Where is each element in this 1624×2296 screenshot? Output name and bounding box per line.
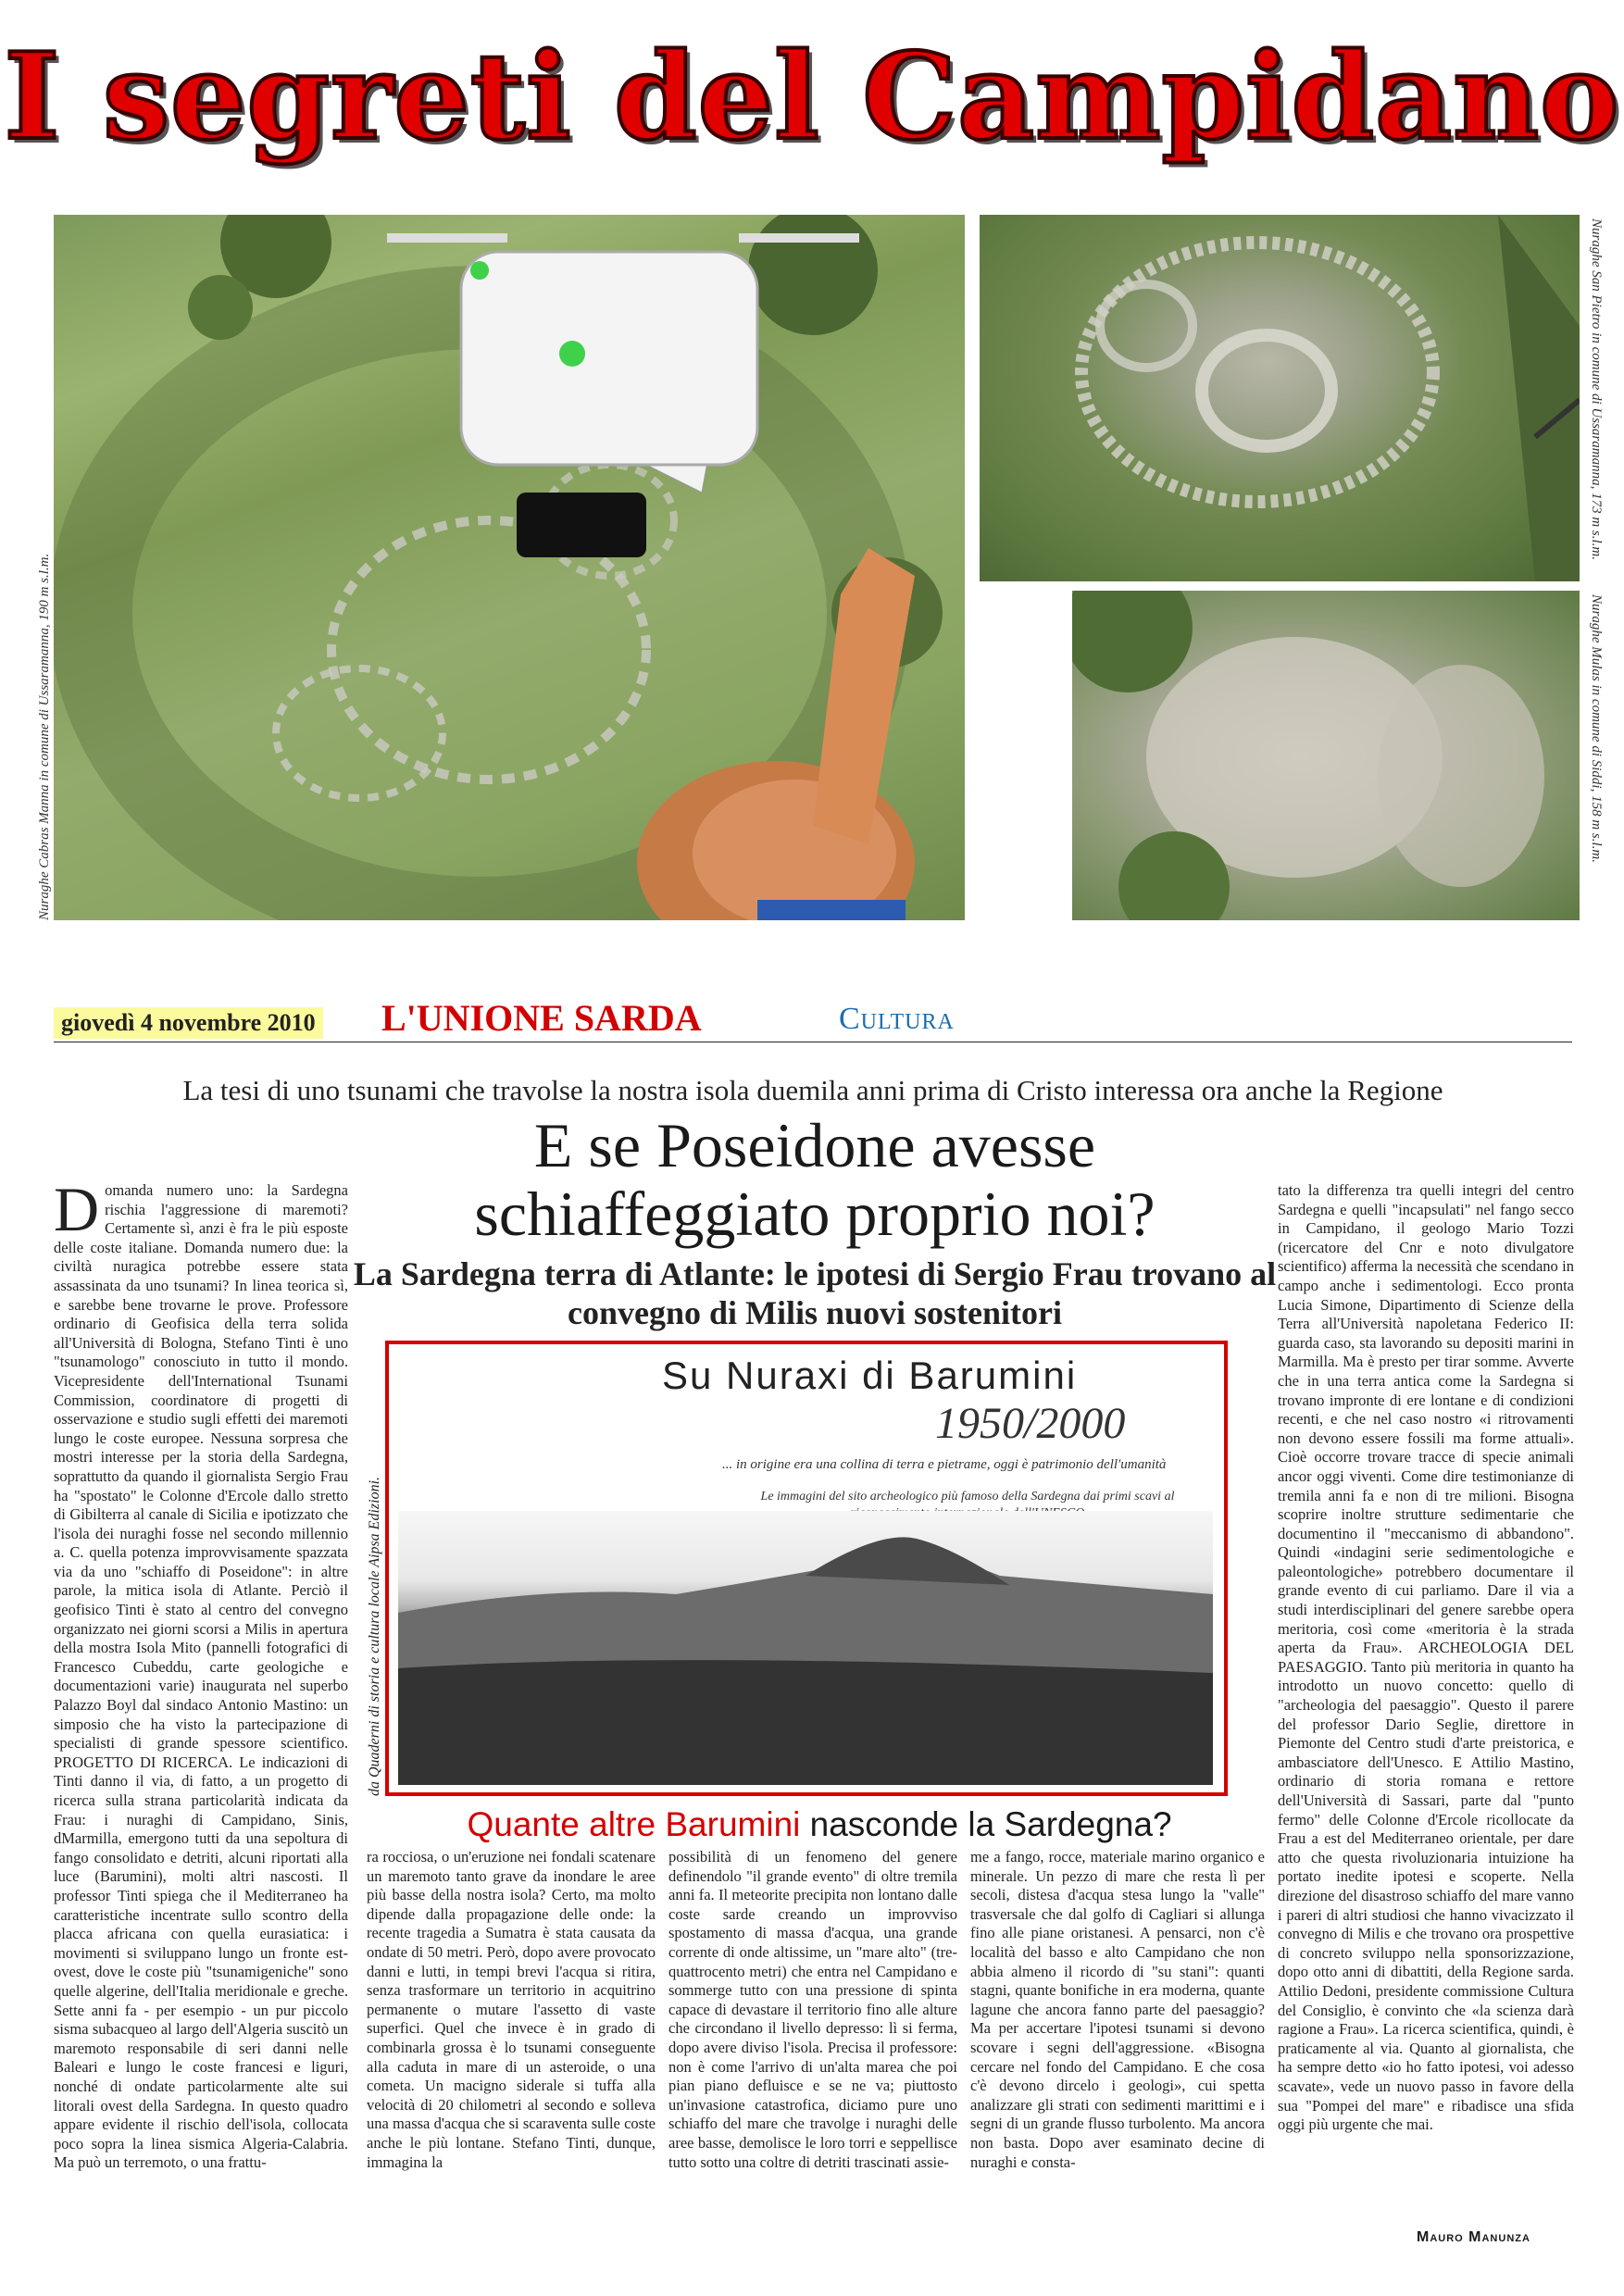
article-column-5: tato la differenza tra quelli integri del centro Sardegna e quelli "incapsulati" nel fango secco in Campidano, il geologo Mario Tozzi (ricercatore del Cnr e noto divulgatore scientifico) afferma la necessità che scendano in campo anche i sedimentologi. Ecco pronta Lucia Simone, Dipartimento di Scienze della Terra all'Università napoletana Federico II: guarda caso, sta lavorando su depositi marini in Marmilla. Ma è presto per tirar somme. Avverte che in una terra antica come la Sardegna si trovano impronte di ere lontane e di condizioni recenti, e che nel caso nostro «i ritrovamenti non devono essere fossili ma forme attuali». Cioè occorre trovare tracce di specie animali ancor oggi viventi. Come dire testimonianze di tremila anni fa e non di tre milioni. Bisogna scoprire inoltre strutture sedimentarie che documentino il "meccanismo di abbandono". Quindi «indagini serie sedimentologiche e paleontologiche» potrebbero documentare il grande evento di cui parliamo. Dare il via a studi interdisciplinari del genere sarebbe opera meritoria, così come «meritoria è la strada aperta da Frau». ARCHEOLOGIA DEL PAESAGGIO. Tanto più meritoria in quanto ha introdotto un nuovo concetto: quello di "archeologia del paesaggio". Questo il parere del professor Dario Seglie, direttore in Piemonte del Centro studi d'arte preistorica, e ambasciatore dell'Unesco. E Attilio Mastino, ordinario di storia romana e rettore dell'Università di Sassari, parte dal "punto fermo" delle Colonne d'Ercole ricollocate da Frau a est del Mediterraneo orientale, per dare atto che questa rivoluzionaria intuizione ha portato inedite ipotesi e scoperte. Nella direzione del disastroso schiaffo del mare vanno i pareri di altri studiosi che hanno vivacizzato il convegno di Milis e che trovano ora prospettive di concreto sviluppo nella sponsorizzazione, dopo otto anni di dibattiti, della Regione sarda. Attilio Dedoni, presidente commissione Cultura del Consiglio, è convinto che «la scienza darà ragione a Frau». La ricerca scientifica, quindi, è praticamente al via. Quanto al giornalista, che ha sempre detto «io ho fatto ipotesi, voi adesso scavate», vede un nuovo passo in favore della sua "Pompei del mare" e ribadisce una sfida oggi più urgente che mai. bbox=[1278, 1181, 1574, 2134]
article-kicker: La tesi di uno tsunami che travolse la nostra isola duemila anni prima di Cristo interessa ora anche la Regione bbox=[182, 1074, 1443, 1106]
photo-caption-bottom-right: Nuraghe Mulas in comune di Siddi, 158 m s.l.m. bbox=[1589, 594, 1604, 863]
pull-quote bbox=[366, 1805, 1273, 1844]
article-headline: E se Poseidone avesse schiaffeggiato proprio noi? bbox=[474, 1110, 1156, 1249]
column-1-text: omanda numero uno: la Sardegna rischia l'aggressione di maremoti? Certamente sì, anzi è fra le più esposte delle coste italiane. Domanda numero due: la civiltà nuragica potrebbe essere stata assassinata da uno tsunami? In linea teorica sì, e sarebbe bene trovarne le prove. Professore ordinario di Geofisica della terra solida all'Università di Bologna, Stefano Tinti è uno "tsunamologo" conosciuto in tutto il mondo. Vicepresidente dell'International Tsunami Commission, coordinatore di progetti di osservazione e studio sugli effetti dei maremoti lungo le coste europee. Nessuna sorpresa che mostri interesse per la storia della Sardegna, soprattutto da quando il giornalista Sergio Frau ha "spostato" le Colonne d'Ercole dallo stretto di Gibilterra al canale di Sicilia e ipotizzato che l'isola dei nuraghi fosse nel secondo millennio a. C. quella potenza improvvisamente spazzata via da uno "schiaffo di Poseidone": in altre parole, la mitica isola di Atlante. Perciò il geofisico Tinti è stato al centro del convegno organizzato nei giorni scorsi a Milis in apertura della mostra Isola Mito (pannelli fotografici di Francesco Cubeddu, carte geologiche e documentazioni varie) inaugurata nel superbo Palazzo Boyl dal sindaco Antonio Mastino: un simposio che ha visto la partecipazione di specialisti di grande spessore scientifico. PROGETTO DI RICERCA. Le indicazioni di Tinti danno il via, di fatto, a un progetto di ricerca sulla strana particolarità indicata da Frau: i nuraghi di Campidano, Sinis, dMarmilla, emergono tutti da una sepoltura di fango consolidato e detriti, alcuni riportati alla luce (Barumini), molti altri nascosti. Il professor Tinti spiega che il Mediterraneo ha caratteristiche incentrate sullo scontro della placca africana con quella eurasiatica: i movimenti si sviluppano lungo un fronte est-ovest, dove le coste più "tsunamigeniche" sono quelle algerine, dell'Italia meridionale e greche. Sette anni fa - per esempio - un pur piccolo sisma subacqueo al largo dell'Algeria suscitò un maremoto responsabile di seri danni nelle Baleari e lungo le coste francesi e liguri, nonché di ondate particolarmente alte sui litorali ovest della Sardegna. In questo quadro appare evidente il rischio dell'isola, collocata poco sopra la linea sismica Algeria-Calabria. Ma può un terremoto, o una frattu- bbox=[54, 1181, 348, 2172]
box-subtitle: ... in origine era una collina di terra e pietrame, oggi è patrimonio dell'umanità bbox=[722, 1457, 1167, 1472]
box-years: 1950/2000 bbox=[935, 1399, 1126, 1448]
article-column-3: possibilità di un fenomeno del genere definendolo "il grande evento" di oltre tremila anni fa. Il meteorite precipita non lontano dalle coste sarde creando un improvviso spostamento di massa d'acqua, una grande corrente di onde altissime, un "mare alto" (tre-quattrocento metri) che entra nel Campidano e sommerge tutto con una pressione di spinta capace di devastare il territorio fino alle alture che circondano il livello depresso: lì si ferma, dopo avere diviso l'isola. Precisa il professore: non è come l'arrivo di un'alta marea che poi pian piano defluisce e se ne va; piuttosto un'invasione catastrofica, diciamo pure uno schiaffo del mare che travolge i nuraghi delle aree basse, demolisce le loro torri e seppellisce tutto sotto una coltre di detriti trascinati assie- bbox=[668, 1848, 957, 2171]
aerial-photo-san-pietro bbox=[980, 215, 1580, 581]
article-column-4: me a fango, rocce, materiale marino organico e minerale. Un pezzo di mare che resta lì per secoli, distesa d'acqua stesa lungo la "valle" trasversale che dal golfo di Cagliari si allunga fino alle piane oristanesi. A pensarci, non c'è località del basso e alto Campidano che non abbia almeno il ricordo di "su stani": quanti stagni, quante bonifiche in era moderna, quante lagune che ancora fanno parte del paesaggio? Ma per accertare l'ipotesi tsunami si devono scovare i segni dell'aggressione. «Bisogna cercare nel fondo del Campidano. E che cosa c'è devono dircelo i geologi», cui spetta analizzare gli strati con sedimenti marittimi e i segni di un grande flusso turbolento. Ma ancora non basta. Dopo aver esaminato decine di nuraghi e consta- bbox=[970, 1848, 1265, 2171]
article-column-2: ra rocciosa, o un'eruzione nei fondali scatenare un maremoto tanto grave da inondare le aree più basse della nostra isola? Certo, ma molto dipende dalla propagazione delle onde: la recente tragedia a Sumatra è stata causata da ondate di 50 metri. Però, dopo avere provocato danni e lutti, in tempi brevi l'acqua si ritira, senza trasformare un territorio in acquitrino permanente o mutare l'assetto di vaste superfici. Quel che invece è in grado di combinarla grossa è lo tsunami conseguente alla caduta in mare di un asteroide, o una cometa. Un macigno siderale si tuffa alla velocità di 20 chilometri al secondo e solleva una massa d'acqua che si scaraventa sulle coste anche le più lontane. Stefano Tinti, dunque, immagina la bbox=[367, 1848, 656, 2171]
drop-cap: D bbox=[54, 1181, 100, 1244]
box-caption: Le immagini del sito archeologico più famoso della Sardegna dai primi scavi al bbox=[760, 1490, 1175, 1504]
photo-caption-top-right: Nuraghe San Pietro in comune di Ussaramanna, 173 m s.l.m. bbox=[1589, 218, 1604, 561]
photo-caption-left: Nuraghe Cabras Manna in comune di Ussaramanna, 190 m s.l.m. bbox=[37, 553, 52, 920]
pull-quote-black: nasconde la Sardegna? bbox=[800, 1805, 1172, 1843]
article-column-1 bbox=[54, 1181, 348, 2240]
aerial-photo-cabras-manna bbox=[54, 215, 965, 920]
newspaper-name: L'UNIONE SARDA bbox=[381, 997, 702, 1039]
box-credit: da Quaderni di storia e cultura locale Aipsa Edizioni. bbox=[367, 1476, 382, 1796]
box-title: Su Nuraxi di Barumini bbox=[662, 1354, 1078, 1397]
barumini-photo bbox=[398, 1511, 1213, 1785]
page-title: I segreti del Campidano bbox=[4, 28, 1620, 167]
section-name: Cultura bbox=[839, 1002, 955, 1036]
aerial-photo-mulas bbox=[1072, 591, 1580, 920]
pull-quote-red: Quante altre Barumini bbox=[467, 1805, 801, 1843]
article-author: Mauro Manunza bbox=[1417, 2229, 1530, 2245]
article-subhead: La Sardegna terra di Atlante: le ipotesi di Sergio Frau trovano al convegno di Milis nuovi sostenitori bbox=[353, 1255, 1277, 1331]
issue-date: giovedì 4 novembre 2010 bbox=[54, 1007, 323, 1039]
